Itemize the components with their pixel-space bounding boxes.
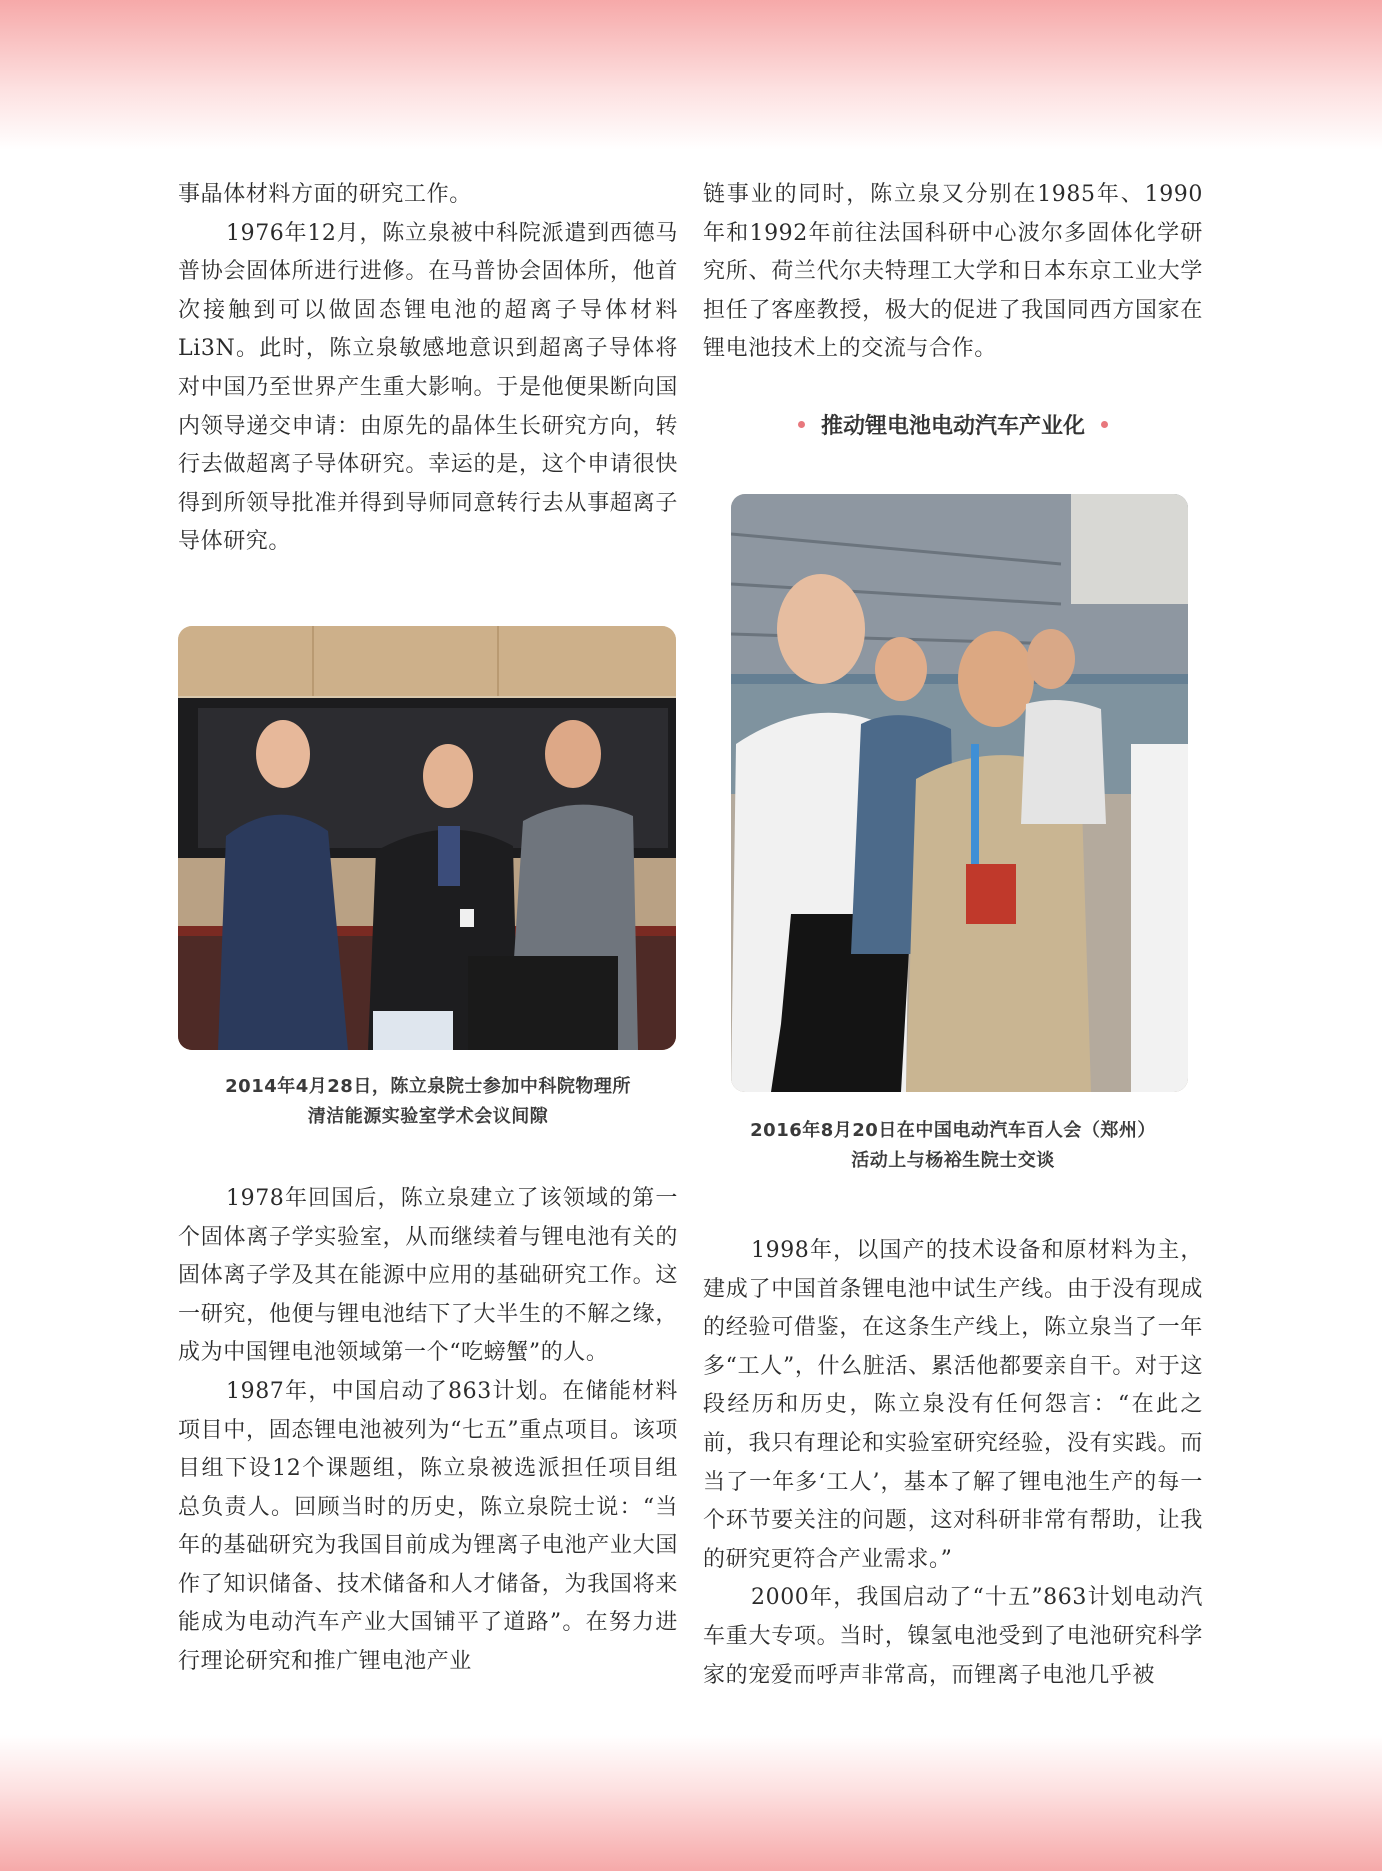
- section-title: 推动锂电池电动汽车产业化: [820, 413, 1085, 439]
- left-column: [178, 176, 678, 1682]
- paragraph: 1998年，以国产的技术设备和原材料为主，建成了中国首条锂电池中试生产线。由于没有现成的经验可借鉴，在这条生产线上，陈立泉当了一年多“工人”，什么脏活、累活他都要亲自干。对于这段经历和历史，陈立泉没有任何怨言：“在此之前，我只有理论和实验室研究经验，没有实践。而当了一年多‘工人’，基本了解了锂电池生产的每一个环节要关注的问题，这对科研非常有帮助，让我的研究更符合产业需求。”: [703, 1237, 1203, 1572]
- paragraph: 链事业的同时，陈立泉又分别在1985年、1990年和1992年前往法国科研中心波尔多固体化学研究所、荷兰代尔夫特理工大学和日本东京工业大学担任了客座教授，极大的促进了我国同西方国家在锂电池技术上的交流与合作。: [703, 182, 1203, 362]
- photo-meeting-image: [178, 626, 676, 1050]
- paragraph: 1978年回国后，陈立泉建立了该领域的第一个固体离子学实验室，从而继续着与锂电池有关的固体离子学及其在能源中应用的基础研究工作。这一研究，他便与锂电池结下了大半生的不解之缘，成为中国锂电池领域第一个“吃螃蟹”的人。: [178, 1185, 678, 1366]
- paragraph: 1987年，中国启动了863计划。在储能材料项目中，固态锂电池被列为“七五”重点项目。该项目组下设12个课题组，陈立泉被选派担任项目组总负责人。回顾当时的历史，陈立泉院士说：“当年的基础研究为我国目前成为锂离子电池产业大国作了知识储备、技术储备和人才储备，为我国将来能成为电动汽车产业大国铺平了道路”。在努力进行理论研究和推广锂电池产业: [178, 1378, 678, 1675]
- photo-meeting: [178, 626, 676, 1050]
- bullet-dot-icon: [798, 421, 805, 428]
- right-column: [703, 176, 1203, 1695]
- paragraph: 2000年，我国启动了“十五”863计划电动汽车重大专项。当时，镍氢电池受到了电池研究科学家的宠爱而呼声非常高，而锂离子电池几乎被: [703, 1585, 1203, 1688]
- section-heading: [703, 409, 1203, 440]
- photo-conversation: [731, 494, 1188, 1092]
- paragraph: 事晶体材料方面的研究工作。: [178, 182, 472, 207]
- photo-caption: [178, 1072, 678, 1132]
- caption-line: 活动上与杨裕生院士交谈: [851, 1149, 1055, 1171]
- caption-line: 2016年8月20日在中国电动汽车百人会（郑州）: [750, 1119, 1156, 1141]
- photo-caption: [703, 1116, 1203, 1176]
- caption-line: 清洁能源实验室学术会议间隙: [307, 1105, 549, 1127]
- bullet-dot-icon: [1101, 421, 1108, 428]
- paragraph: 1976年12月，陈立泉被中科院派遣到西德马普协会固体所进行进修。在马普协会固体所，他首次接触到可以做固态锂电池的超离子导体材料Li3N。此时，陈立泉敏感地意识到超离子导体将对中国乃至世界产生重大影响。于是他便果断向国内领导递交申请：由原先的晶体生长研究方向，转行去做超离子导体研究。幸运的是，这个申请很快得到所领导批准并得到导师同意转行去从事超离子导体研究。: [178, 220, 678, 555]
- photo-conversation-image: [731, 494, 1188, 1092]
- caption-line: 2014年4月28日，陈立泉院士参加中科院物理所: [225, 1075, 631, 1097]
